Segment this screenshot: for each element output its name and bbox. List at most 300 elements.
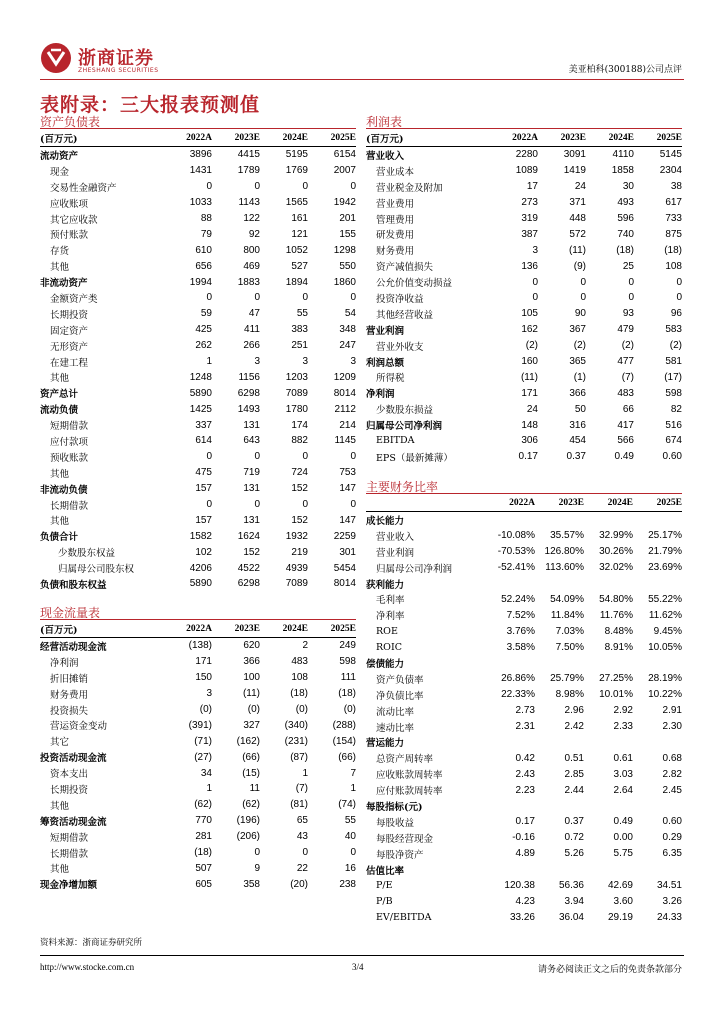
row-label: 营业收入: [366, 150, 405, 162]
row-label: 其他: [50, 864, 70, 876]
row-label: 资产负债率: [376, 674, 424, 686]
cell-value: 1089: [515, 165, 538, 177]
cell-value: 0: [350, 451, 356, 463]
row-label: 长期投资: [50, 309, 89, 321]
cell-value: 34: [200, 767, 212, 779]
cell-value: 55.22%: [648, 593, 682, 605]
cell-value: 2.64: [613, 784, 633, 796]
row-label: 营业利润: [366, 325, 405, 337]
cell-value: 32.99%: [599, 530, 633, 542]
cell-value: 306: [521, 435, 538, 447]
cell-value: 2.73: [515, 705, 535, 717]
cell-value: 90: [574, 308, 586, 320]
ratios-col-header: [366, 495, 486, 512]
row-label: 交易性金融资产: [50, 182, 117, 194]
ratios-table: [366, 495, 682, 925]
cashflow-col-header: 2022A: [164, 621, 212, 638]
cell-value: (18): [338, 688, 356, 700]
cell-value: 105: [521, 308, 538, 320]
cell-value: 1425: [189, 403, 212, 415]
cell-value: 96: [670, 308, 682, 320]
row-label: 负债和股东权益: [40, 579, 107, 591]
cell-value: (2): [573, 340, 586, 352]
table-row: [40, 860, 356, 876]
row-label: 长期借款: [50, 848, 89, 860]
table-row: [40, 876, 356, 892]
cell-value: 2.96: [564, 705, 584, 717]
row-label: 偿债能力: [366, 658, 405, 670]
table-row: [366, 862, 682, 878]
row-label: 应收账项: [50, 198, 89, 210]
cell-value: 148: [521, 419, 538, 431]
cell-value: [584, 512, 633, 528]
cell-value: 56.36: [558, 879, 584, 891]
table-row: [366, 560, 682, 576]
row-label: 利润总额: [366, 357, 405, 369]
cell-value: 238: [339, 878, 356, 890]
cell-value: 1769: [285, 165, 308, 177]
cell-value: 171: [195, 656, 212, 668]
cell-value: -70.53%: [497, 546, 535, 558]
table-row: [366, 798, 682, 814]
cell-value: 25: [622, 260, 634, 272]
row-label: 每股经营现金: [376, 833, 434, 845]
income-col-header: 2024E: [586, 130, 634, 147]
cell-value: 0.17: [518, 451, 538, 463]
row-label: EBITDA: [376, 435, 415, 447]
cell-value: 131: [243, 514, 260, 526]
ratios-col-header: 2024E: [584, 495, 633, 512]
income-col-header: (百万元): [366, 130, 490, 147]
cell-value: [633, 512, 682, 528]
cell-value: (138): [188, 640, 212, 652]
cell-value: 3091: [563, 149, 586, 161]
cell-value: 54: [344, 308, 356, 320]
cell-value: 10.05%: [648, 641, 682, 653]
table-row: [366, 814, 682, 830]
row-label: 归属母公司净利润: [376, 563, 453, 575]
cell-value: 479: [617, 324, 634, 336]
table-row: [366, 846, 682, 862]
row-label: 长期借款: [50, 500, 89, 512]
row-label: 每股指标(元): [366, 801, 423, 813]
row-label: 营业利润: [376, 547, 415, 559]
table-row: [40, 322, 356, 338]
table-row: [40, 829, 356, 845]
cell-value: 1780: [285, 403, 308, 415]
cell-value: 10.22%: [648, 689, 682, 701]
cell-value: (2): [525, 340, 538, 352]
cell-value: 262: [195, 340, 212, 352]
cell-value: 9.45%: [653, 625, 682, 637]
row-label: 其他: [50, 516, 70, 528]
table-row: [40, 306, 356, 322]
table-row: [40, 638, 356, 654]
table-row: [366, 671, 682, 687]
cell-value: 5.26: [564, 848, 584, 860]
cell-value: 507: [195, 862, 212, 874]
row-label: 净利润: [366, 389, 395, 401]
row-label: 金额资产类: [50, 293, 98, 305]
cell-value: 1248: [189, 371, 212, 383]
row-label: 所得税: [376, 373, 405, 385]
table-row: [366, 703, 682, 719]
cell-value: 0: [350, 499, 356, 511]
cell-value: 8.48%: [604, 625, 633, 637]
table-row: [366, 338, 682, 354]
cell-value: 22: [296, 862, 308, 874]
table-row: [366, 354, 682, 370]
row-label: 应付账款周转率: [376, 786, 443, 798]
table-row: [40, 702, 356, 718]
cell-value: (11): [520, 371, 538, 383]
income-col-header: 2025E: [634, 130, 682, 147]
cell-value: (196): [236, 815, 260, 827]
cell-value: 316: [569, 419, 586, 431]
cell-value: 448: [569, 213, 586, 224]
row-label: 其它应收款: [50, 214, 98, 226]
row-label: 归属母公司股东权: [58, 564, 135, 576]
cell-value: (0): [343, 704, 356, 715]
cell-value: 7.52%: [506, 609, 535, 621]
cell-value: 160: [521, 356, 538, 368]
row-label: 存货: [50, 246, 70, 258]
table-row: [366, 369, 682, 385]
cell-value: 2.82: [662, 768, 682, 780]
row-label: 固定资产: [50, 325, 89, 337]
row-label: ROE: [376, 625, 398, 637]
table-row: [366, 195, 682, 211]
cell-value: 24: [574, 181, 586, 193]
cell-value: 0: [206, 451, 212, 463]
table-row: [40, 765, 356, 781]
row-label: 筹资活动现金流: [40, 816, 107, 828]
cell-value: 3.03: [613, 768, 633, 780]
ratios-col-header: 2023E: [535, 495, 584, 512]
cell-value: (340): [284, 719, 308, 731]
table-row: [40, 481, 356, 497]
cell-value: 367: [569, 324, 586, 336]
cell-value: 152: [291, 483, 308, 495]
cell-value: 0.00: [613, 832, 633, 844]
row-label: 营运资金变动: [50, 721, 108, 733]
cell-value: 8.98%: [555, 689, 584, 701]
cell-value: 483: [291, 656, 308, 668]
cell-value: 152: [243, 546, 260, 558]
row-label: 折旧摊销: [50, 673, 89, 685]
table-row: [40, 338, 356, 354]
ratios-header-row: [366, 495, 682, 512]
income-title: 利润表: [366, 115, 403, 129]
cell-value: 201: [339, 213, 356, 224]
cell-value: 55: [296, 308, 308, 320]
cashflow-col-header: (百万元): [40, 621, 164, 638]
cell-value: 2.44: [564, 784, 584, 796]
cell-value: 5145: [659, 149, 682, 161]
footer-disclaimer: 请务必阅读正文之后的免责条款部分: [537, 965, 682, 975]
cell-value: 0: [350, 292, 356, 304]
table-row: [366, 449, 682, 465]
table-row: [40, 401, 356, 417]
row-label: 每股收益: [376, 817, 415, 829]
row-label: 现金净增加额: [40, 880, 98, 892]
page-number: 3/4: [352, 962, 364, 972]
cell-value: (0): [199, 704, 212, 715]
cell-value: 0.61: [613, 752, 633, 764]
cell-value: (27): [194, 751, 212, 763]
table-row: [40, 813, 356, 829]
table-row: [40, 749, 356, 765]
table-row: [40, 781, 356, 797]
logo-text: 浙商证券: [78, 48, 154, 69]
cell-value: 348: [339, 324, 356, 336]
cell-value: 29.19: [607, 911, 633, 923]
table-row: [366, 306, 682, 322]
table-row: [40, 163, 356, 179]
cell-value: (20): [290, 878, 308, 890]
cell-value: (391): [188, 719, 212, 731]
income-header-row: [366, 130, 682, 147]
cell-value: 1789: [237, 165, 260, 177]
table-row: [40, 654, 356, 670]
cell-value: 0.37: [564, 816, 584, 828]
cell-value: 3: [206, 688, 212, 700]
cell-value: 719: [243, 467, 260, 479]
row-label: 净负债比率: [376, 690, 424, 702]
cell-value: 5.75: [613, 848, 633, 860]
row-label: 其它: [50, 737, 70, 749]
cell-value: 22.33%: [501, 689, 535, 701]
cell-value: (162): [236, 735, 260, 747]
cell-value: 0: [206, 292, 212, 304]
cell-value: 1493: [237, 403, 260, 415]
cashflow-title: 现金流量表: [40, 606, 101, 620]
row-label: 净利润: [50, 657, 79, 669]
cell-value: 1: [206, 356, 212, 368]
row-label: 其他: [50, 373, 70, 385]
cell-value: [633, 734, 682, 750]
cell-value: (0): [295, 704, 308, 715]
cell-value: 753: [339, 467, 356, 479]
cell-value: 0: [676, 292, 682, 304]
cell-value: 4939: [285, 562, 308, 574]
table-row: [366, 290, 682, 306]
cell-value: 0: [206, 181, 212, 193]
table-row: [366, 877, 682, 893]
cell-value: 131: [243, 419, 260, 431]
table-row: [366, 385, 682, 401]
cell-value: 425: [195, 324, 212, 336]
cell-value: -0.16: [512, 832, 535, 844]
cell-value: 3.94: [564, 895, 584, 907]
cell-value: (66): [242, 751, 260, 763]
cell-value: 366: [569, 387, 586, 399]
cell-value: [633, 576, 682, 592]
table-row: [366, 258, 682, 274]
cell-value: 3.26: [662, 895, 682, 907]
row-label: 应付款项: [50, 436, 89, 448]
cell-value: 26.86%: [501, 673, 535, 685]
cell-value: 113.60%: [545, 562, 584, 574]
page-title: 表附录：三大报表预测值: [40, 94, 261, 116]
cell-value: 1143: [238, 197, 260, 209]
cell-value: 126.80%: [544, 546, 584, 558]
cell-value: 24.33: [656, 911, 682, 923]
table-row: [366, 893, 682, 909]
cell-value: 800: [243, 244, 260, 256]
cell-value: 4415: [237, 149, 260, 161]
row-label: 管理费用: [376, 214, 415, 226]
cell-value: 0.49: [613, 816, 633, 828]
table-row: [40, 497, 356, 513]
cell-value: 3: [350, 356, 356, 368]
cell-value: (62): [194, 799, 212, 811]
balance-col-header: (百万元): [40, 130, 164, 147]
cell-value: 6.35: [662, 848, 682, 860]
row-label: 财务费用: [376, 246, 415, 258]
row-label: 投资活动现金流: [40, 753, 107, 765]
row-label: 投资净收益: [376, 293, 424, 305]
cell-value: 7: [350, 767, 356, 779]
row-label: 负债合计: [40, 532, 79, 544]
row-label: 成长能力: [366, 515, 405, 527]
cell-value: 266: [243, 340, 260, 352]
cell-value: 0.42: [515, 752, 535, 764]
cell-value: 16: [344, 862, 356, 874]
cell-value: 21.79%: [648, 546, 682, 558]
cell-value: 454: [569, 435, 586, 447]
cell-value: 59: [200, 308, 212, 320]
row-label: EV/EBITDA: [376, 911, 432, 923]
table-row: [40, 147, 356, 163]
cell-value: 3.60: [613, 895, 633, 907]
balance-col-header: 2024E: [260, 130, 308, 147]
cell-value: (206): [236, 831, 260, 843]
cell-value: 65: [296, 815, 308, 827]
cell-value: [486, 798, 535, 814]
cell-value: 2007: [333, 165, 356, 177]
cell-value: 108: [291, 672, 308, 684]
cell-value: (1): [573, 371, 586, 383]
cell-value: 42.69: [607, 879, 633, 891]
cell-value: 38: [670, 181, 682, 193]
row-label: 其他: [50, 800, 70, 812]
table-row: [366, 909, 682, 925]
cell-value: (18): [194, 847, 212, 859]
cell-value: [535, 734, 584, 750]
row-label: 经营活动现金流: [40, 641, 107, 653]
cell-value: 24: [526, 403, 538, 415]
cell-value: 2.43: [515, 768, 535, 780]
cell-value: 483: [617, 387, 634, 399]
row-label: 在建工程: [50, 357, 89, 369]
cell-value: 131: [243, 483, 260, 495]
cell-value: 1894: [285, 276, 308, 288]
cell-value: 1994: [189, 276, 212, 288]
row-label: 少数股东权益: [58, 548, 116, 560]
cell-value: (11): [568, 244, 586, 256]
cashflow-title-line: [40, 619, 356, 620]
cell-value: 617: [665, 197, 682, 209]
cell-value: 581: [665, 356, 682, 368]
table-row: [366, 163, 682, 179]
cell-value: (288): [332, 719, 356, 731]
cell-value: 247: [339, 340, 356, 352]
table-row: [366, 623, 682, 639]
row-label: 投资损失: [50, 705, 89, 717]
cell-value: [486, 862, 535, 878]
table-row: [366, 528, 682, 544]
cell-value: 82: [670, 403, 682, 415]
table-row: [366, 687, 682, 703]
cell-value: (87): [290, 751, 308, 763]
cell-value: 108: [665, 260, 682, 272]
row-label: 营业税金及附加: [376, 182, 443, 194]
row-label: 少数股东损益: [376, 405, 434, 417]
cell-value: 1052: [285, 244, 308, 256]
cell-value: 2.33: [613, 721, 633, 733]
cell-value: 1: [350, 783, 356, 795]
cell-value: 0.68: [662, 752, 682, 764]
cell-value: 1431: [189, 165, 212, 177]
cell-value: 411: [244, 324, 260, 336]
cell-value: 9: [254, 862, 260, 874]
cell-value: 4522: [237, 562, 260, 574]
table-row: [366, 766, 682, 782]
cell-value: 7089: [285, 578, 308, 590]
cell-value: 3896: [189, 149, 212, 161]
cell-value: 11.76%: [599, 609, 633, 621]
cell-value: 0.17: [515, 816, 535, 828]
cell-value: (7): [621, 371, 634, 383]
cell-value: 770: [195, 815, 212, 827]
row-label: 资产减值损失: [376, 262, 434, 274]
row-label: 流动比率: [376, 706, 415, 718]
table-row: [40, 686, 356, 702]
row-label: ROIC: [376, 641, 402, 653]
cell-value: 5890: [189, 387, 212, 399]
cell-value: 875: [665, 228, 682, 240]
cell-value: 0: [302, 181, 308, 193]
cell-value: 643: [243, 435, 260, 447]
cell-value: (71): [194, 735, 212, 747]
cell-value: 11.84%: [550, 609, 584, 621]
cell-value: 0: [580, 276, 586, 288]
cell-value: 0: [350, 181, 356, 193]
row-label: 速动比率: [376, 722, 415, 734]
cell-value: 319: [521, 213, 538, 224]
cell-value: [584, 734, 633, 750]
cell-value: -52.41%: [497, 562, 535, 574]
footer-url[interactable]: http://www.stocke.com.cn: [40, 962, 135, 972]
cell-value: 365: [569, 356, 586, 368]
cell-value: 0.72: [564, 832, 584, 844]
table-row: [40, 226, 356, 242]
table-row: [366, 591, 682, 607]
cell-value: 147: [339, 514, 356, 526]
cell-value: 0: [254, 292, 260, 304]
cell-value: [535, 576, 584, 592]
cell-value: 8.91%: [604, 641, 633, 653]
table-row: [40, 354, 356, 370]
cell-value: (18): [290, 688, 308, 700]
cell-value: 0: [676, 276, 682, 288]
cell-value: 2.92: [613, 705, 633, 717]
row-label: 资本支出: [50, 769, 89, 781]
cell-value: 43: [296, 831, 308, 843]
header-divider: [40, 79, 684, 80]
cell-value: 493: [617, 197, 634, 209]
